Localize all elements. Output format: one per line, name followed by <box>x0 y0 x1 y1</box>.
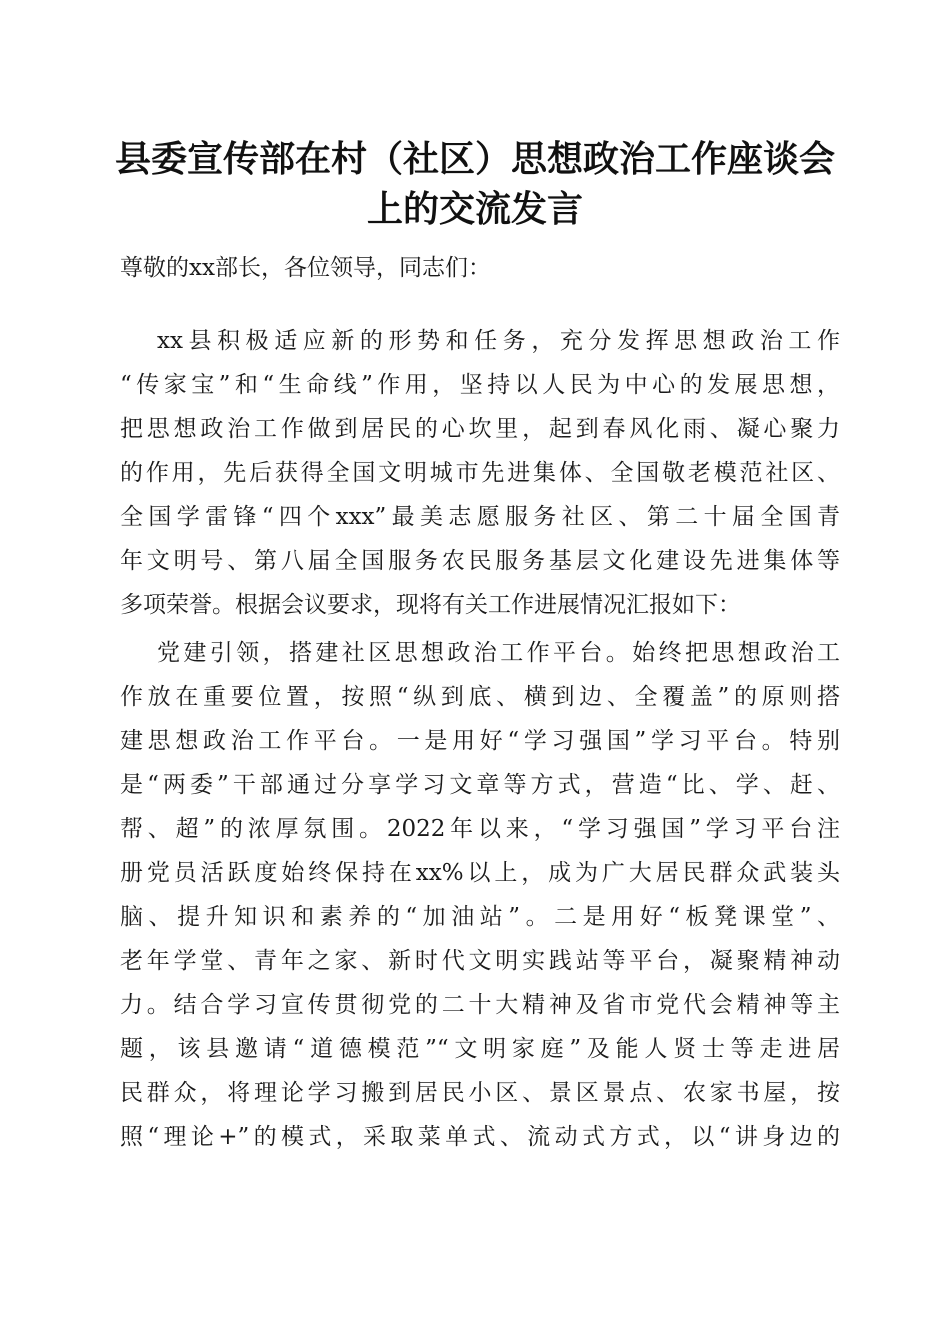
document-title-line-2: 上的交流发言 <box>366 188 583 230</box>
paragraph-2-line: 帮、超”的浓厚氛围。2022年以来，“学习强国”学习平台注 <box>120 816 840 842</box>
paragraph-2-line: 照“理论+”的模式，采取菜单式、流动式方式，以“讲身边的 <box>120 1124 840 1150</box>
paragraph-1-line: 多项荣誉。根据会议要求，现将有关工作进展情况汇报如下： <box>120 592 741 618</box>
paragraph-2-line: 册党员活跃度始终保持在xx%以上，成为广大居民群众武装头 <box>120 860 840 886</box>
salutation: 尊敬的xx部长，各位领导，同志们： <box>120 255 491 281</box>
paragraph-1-line: 全国学雷锋“四个xxx”最美志愿服务社区、第二十届全国青 <box>120 504 840 530</box>
paragraph-1-line: 的作用，先后获得全国文明城市先进集体、全国敬老模范社区、 <box>120 460 840 486</box>
paragraph-2-line: 是“两委”干部通过分享学习文章等方式，营造“比、学、赶、 <box>120 772 840 798</box>
paragraph-2-line: 老年学堂、青年之家、新时代文明实践站等平台，凝聚精神动 <box>120 948 840 974</box>
paragraph-2-line: 建思想政治工作平台。一是用好“学习强国”学习平台。特别 <box>120 728 840 754</box>
paragraph-1-line: 年文明号、第八届全国服务农民服务基层文化建设先进集体等 <box>120 548 840 574</box>
paragraph-2-line: 脑、提升知识和素养的“加油站”。二是用好“板凳课堂”、 <box>120 904 840 930</box>
paragraph-2-line: 党建引领，搭建社区思想政治工作平台。始终把思想政治工 <box>157 640 840 666</box>
paragraph-2-line: 力。结合学习宣传贯彻党的二十大精神及省市党代会精神等主 <box>120 992 840 1018</box>
paragraph-2-line: 作放在重要位置，按照“纵到底、横到边、全覆盖”的原则搭 <box>120 684 840 710</box>
paragraph-1-line: xx县积极适应新的形势和任务，充分发挥思想政治工作 <box>157 328 840 354</box>
paragraph-1-line: 把思想政治工作做到居民的心坎里，起到春风化雨、凝心聚力 <box>120 416 840 442</box>
paragraph-2-line: 民群众，将理论学习搬到居民小区、景区景点、农家书屋，按 <box>120 1080 840 1106</box>
document-title-line-1: 县委宣传部在村（社区）思想政治工作座谈会 <box>114 138 835 180</box>
paragraph-1-line: “传家宝”和“生命线”作用，坚持以人民为中心的发展思想， <box>120 372 840 398</box>
paragraph-2-line: 题，该县邀请“道德模范”“文明家庭”及能人贤士等走进居 <box>120 1036 840 1062</box>
